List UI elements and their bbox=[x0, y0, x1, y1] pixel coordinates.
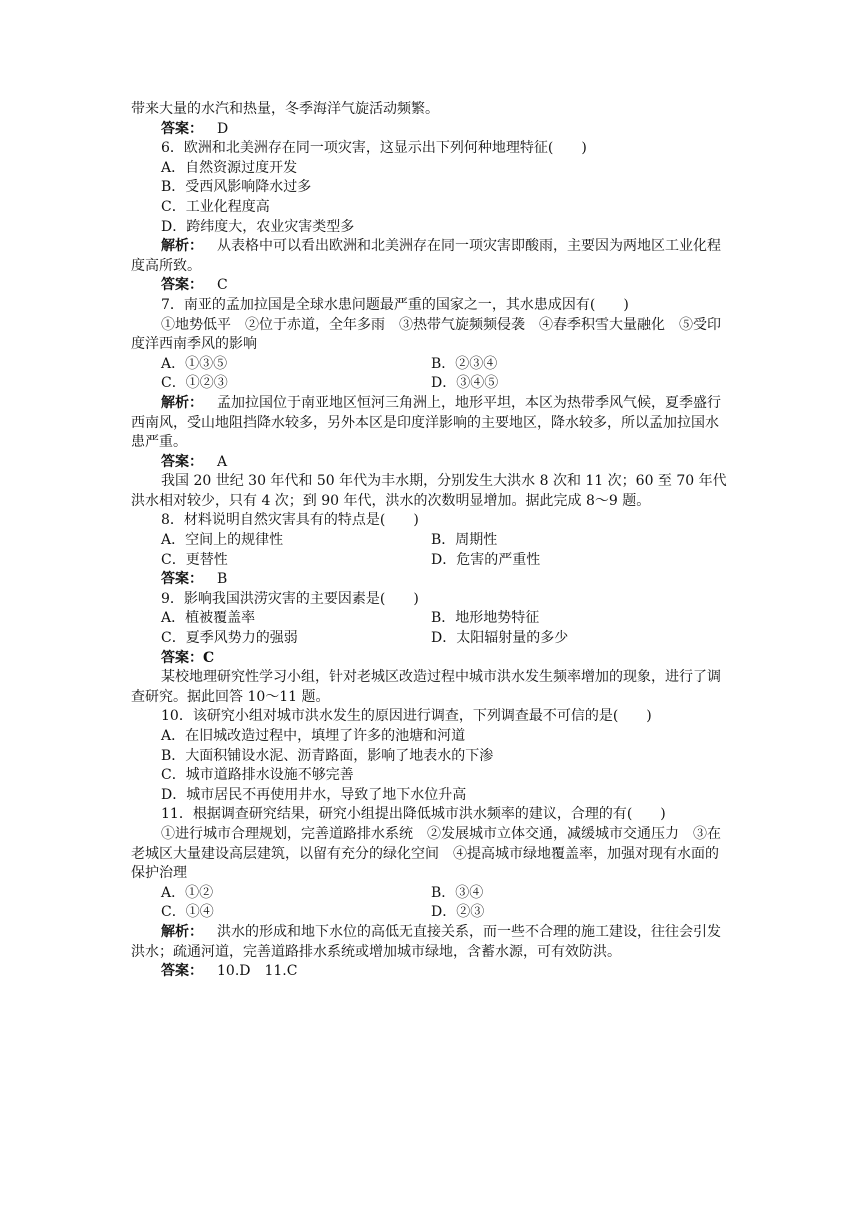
option-9b: B．地形地势特征 bbox=[431, 610, 540, 627]
answer-value: C bbox=[217, 277, 228, 294]
options-7-row1 bbox=[131, 355, 731, 375]
explanation-text: 洪水的形成和地下水位的高低无直接关系，而一些不合理的施工建设，往往会引发洪水；疏通河道，完善道路排水系统或增加城市绿地，含蓄水源，可有效防洪。 bbox=[131, 923, 721, 960]
options-9-row1 bbox=[131, 609, 731, 629]
explanation-text: 孟加拉国位于南亚地区恒河三角洲上，地形平坦，本区为热带季风气候，夏季盛行西南风，受山地阻挡降水较多，另外本区是印度洋影响的主要地区，降水较多，所以孟加拉国水患严重。 bbox=[131, 394, 721, 451]
question-7-items: ①地势低平 ②位于赤道，全年多雨 ③热带气旋频频侵袭 ④春季积雪大量融化 ⑤受印度洋西南季风的影响 bbox=[131, 316, 721, 353]
explanation-7 bbox=[131, 394, 731, 453]
explanation-11 bbox=[131, 923, 731, 962]
options-8-row2 bbox=[131, 551, 731, 571]
option-8b: B．周期性 bbox=[431, 532, 498, 549]
answer-value: D bbox=[217, 120, 229, 137]
option-6a: A．自然资源过度开发 bbox=[161, 159, 298, 176]
answer-value: B bbox=[217, 571, 228, 588]
option-9a: A．植被覆盖率 bbox=[161, 610, 256, 627]
explanation-label: 解析： bbox=[161, 394, 203, 411]
option-7a: A．①③⑤ bbox=[161, 355, 228, 372]
answer-label: 答案： bbox=[161, 277, 203, 294]
options-8-row1 bbox=[131, 531, 731, 551]
option-10a: A．在旧城改造过程中，填埋了许多的池塘和河道 bbox=[161, 728, 466, 744]
document-page bbox=[131, 100, 731, 982]
options-11-row2 bbox=[131, 903, 731, 923]
option-6c: C．工业化程度高 bbox=[161, 198, 270, 215]
question-7: 7．南亚的孟加拉国是全球水患问题最严重的国家之一，其水患成因有( ) bbox=[161, 296, 629, 313]
option-8d: D．危害的严重性 bbox=[431, 551, 541, 568]
question-9: 9．影响我国洪涝灾害的主要因素是( ) bbox=[161, 590, 419, 607]
option-9c: C．夏季风势力的强弱 bbox=[161, 630, 298, 647]
option-11b: B．③④ bbox=[431, 884, 484, 901]
option-9d: D．太阳辐射量的多少 bbox=[431, 630, 569, 647]
option-7c: C．①②③ bbox=[161, 375, 228, 392]
question-6: 6．欧洲和北美洲存在同一项灾害，这显示出下列何种地理特征( ) bbox=[161, 140, 587, 157]
paragraph-continuation: 带来大量的水汽和热量，冬季海洋气旋活动频繁。 bbox=[131, 101, 439, 117]
option-8a: A．空间上的规律性 bbox=[161, 532, 284, 549]
option-6d: D．跨纬度大，农业灾害类型多 bbox=[161, 218, 355, 235]
answer-value: A bbox=[217, 453, 228, 470]
explanation-label: 解析： bbox=[161, 923, 203, 940]
question-8: 8．材料说明自然灾害具有的特点是( ) bbox=[161, 512, 419, 529]
question-11: 11．根据调查研究结果，研究小组提出降低城市洪水频率的建议，合理的有( ) bbox=[161, 806, 666, 823]
question-10: 10．该研究小组对城市洪水发生的原因进行调查，下列调查最不可信的是( ) bbox=[161, 708, 652, 725]
answer-label: 答案： bbox=[161, 963, 203, 980]
option-6b: B．受西风影响降水过多 bbox=[161, 179, 312, 196]
answer-label: 答案： bbox=[161, 571, 203, 588]
material-8-9: 我国 20 世纪 30 年代和 50 年代为丰水期，分别发生大洪水 8 次和 11 次；60 至 70 年代洪水相对较少，只有 4 次；到 90 年代，洪水的次数明显增加。据此完成 8～9 题。 bbox=[131, 473, 727, 509]
answer-label: 答案： bbox=[161, 453, 203, 470]
explanation-label: 解析： bbox=[161, 238, 203, 255]
options-11-row1 bbox=[131, 884, 731, 904]
answer-10-11 bbox=[131, 962, 731, 982]
option-7b: B．②③④ bbox=[431, 355, 498, 372]
option-10d: D．城市居民不再使用井水，导致了地下水位升高 bbox=[161, 786, 467, 803]
option-11c: C．①④ bbox=[161, 904, 214, 921]
answer-8 bbox=[131, 570, 731, 590]
option-10c: C．城市道路排水设施不够完善 bbox=[161, 767, 354, 784]
explanation-6 bbox=[131, 237, 731, 276]
answer-6 bbox=[131, 276, 731, 296]
explanation-text: 从表格中可以看出欧洲和北美洲存在同一项灾害即酸雨，主要因为两地区工业化程度高所致。 bbox=[131, 238, 721, 274]
material-10-11: 某校地理研究性学习小组，针对老城区改造过程中城市洪水发生频率增加的现象，进行了调查研究。据此回答 10～11 题。 bbox=[131, 669, 721, 705]
option-7d: D．③④⑤ bbox=[431, 375, 499, 392]
question-11-items: ①进行城市合理规划，完善道路排水系统 ②发展城市立体交通，减缓城市交通压力 ③在老城区大量建设高层建筑，以留有充分的绿化空间 ④提高城市绿地覆盖率，加强对现有水面的保护治理 bbox=[131, 825, 721, 882]
option-11a: A．①② bbox=[161, 884, 214, 901]
answer-7 bbox=[131, 453, 731, 473]
answer-value: 10.D 11.C bbox=[217, 963, 298, 980]
option-8c: C．更替性 bbox=[161, 551, 228, 568]
answer-label: 答案： bbox=[161, 120, 203, 137]
option-10b: B．大面积铺设水泥、沥青路面，影响了地表水的下渗 bbox=[161, 747, 494, 764]
answer-9: 答案：C bbox=[161, 649, 215, 666]
options-9-row2 bbox=[131, 629, 731, 649]
options-7-row2 bbox=[131, 374, 731, 394]
answer-5 bbox=[131, 120, 731, 140]
option-11d: D．②③ bbox=[431, 904, 485, 921]
